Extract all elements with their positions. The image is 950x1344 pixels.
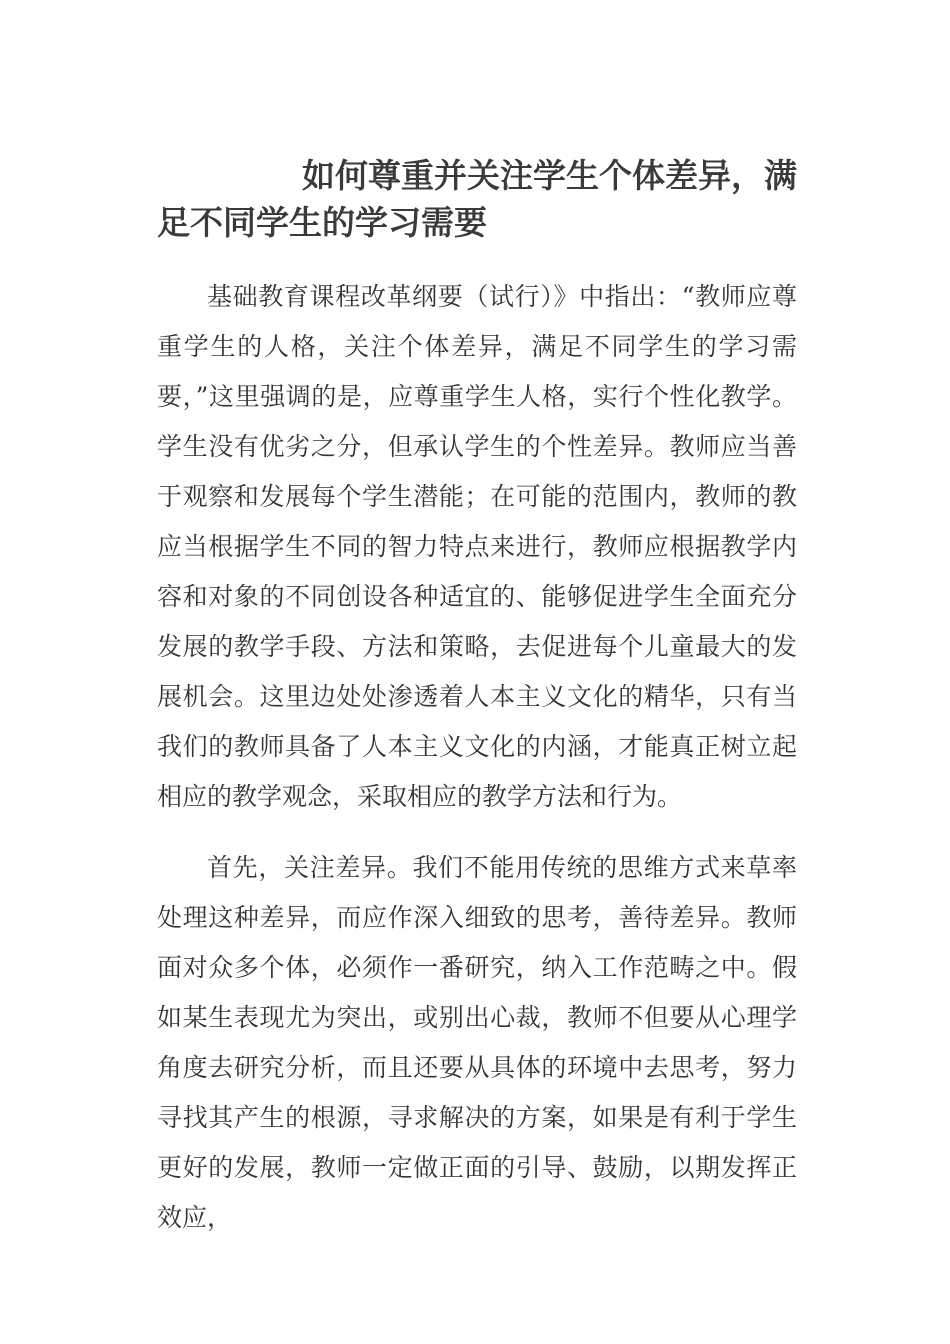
document-title: 如何尊重并关注学生个体差异，满足不同学生的学习需要 — [157, 156, 797, 242]
paragraph-first-point: 首先，关注差异。我们不能用传统的思维方式来草率处理这种差异，而应作深入细致的思考，善待差异。教师面对众多个体，必须作一番研究，纳入工作范畴之中。假如某生表现尤为突出，或别出心裁，教师不但要从心理学角度去研究分析，而且还要从具体的环境中去思考，努力寻找其产生的根源，寻求解决的方案，如果是有利于学生更好的发展，教师一定做正面的引导、鼓励，以期发挥正效应， — [157, 853, 797, 1232]
paragraph-intro: 基础教育课程改革纲要（试行）》中指出：“教师应尊重学生的人格，关注个体差异，满足不同学生的学习需要，”这里强调的是，应尊重学生人格，实行个性化教学。学生没有优劣之分，但承认学生的个性差异。教师应当善于观察和发展每个学生潜能；在可能的范围内，教师的教应当根据学生不同的智力特点来进行，教师应根据教学内容和对象的不同创设各种适宜的、能够促进学生全面充分发展的教学手段、方法和策略，去促进每个儿童最大的发展机会。这里边处处渗透着人本主义文化的精华，只有当我们的教师具备了人本主义文化的内涵，才能真正树立起相应的教学观念，采取相应的教学方法和行为。 — [157, 282, 797, 811]
